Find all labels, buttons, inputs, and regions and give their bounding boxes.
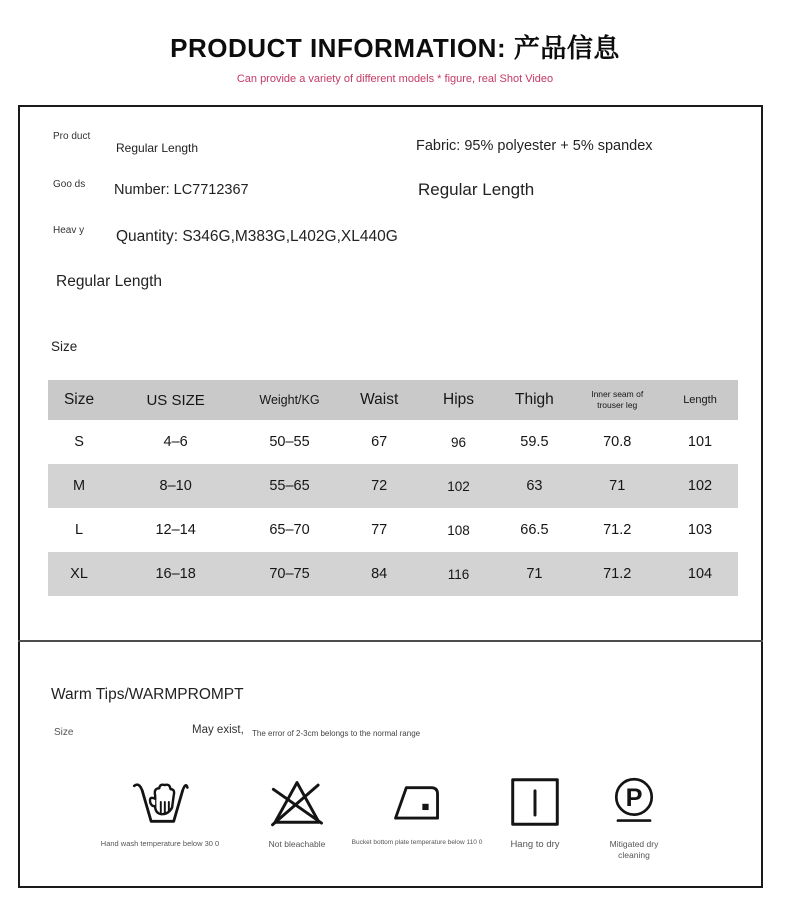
table-row-m xyxy=(48,464,738,508)
product-row-value: Regular Length xyxy=(116,141,199,155)
cell: 16–18 xyxy=(155,566,196,582)
warm-tips-size-label: Size xyxy=(54,727,74,738)
fabric-text: Fabric: 95% polyester + 5% spandex xyxy=(416,138,653,154)
dry-clean-letter: P xyxy=(625,784,643,813)
length-note: Regular Length xyxy=(56,273,162,290)
cell: 102 xyxy=(447,478,470,494)
care-caption: Hand wash temperature below 30 0 xyxy=(100,839,220,848)
size-table xyxy=(48,380,738,596)
cell: 50–55 xyxy=(269,434,310,450)
col-header-thigh: Thigh xyxy=(515,391,554,408)
table-row-xl xyxy=(48,552,738,596)
goods-row-label: Goo ds xyxy=(53,179,86,190)
page-title: PRODUCT INFORMATION: 产品信息 xyxy=(170,33,620,63)
cell: 70.8 xyxy=(603,434,632,450)
cell: 77 xyxy=(371,522,388,538)
cell: S xyxy=(74,434,84,450)
section-divider xyxy=(18,640,763,642)
cell: 84 xyxy=(371,566,388,582)
iron-icon xyxy=(392,779,442,825)
no-bleach-icon xyxy=(270,774,324,830)
size-table-header-row xyxy=(48,380,738,420)
cell: 71 xyxy=(609,478,626,494)
product-info-panel xyxy=(18,105,763,888)
cell: 55–65 xyxy=(269,478,310,494)
col-header-length: Length xyxy=(683,394,717,406)
care-item-dry-clean xyxy=(554,767,714,862)
care-item-hand-wash xyxy=(80,767,240,849)
cell: 63 xyxy=(526,478,543,494)
col-header-waist: Waist xyxy=(360,391,399,408)
hand-wash-icon xyxy=(131,773,189,831)
product-row-label: Pro duct xyxy=(53,131,91,142)
cell: L xyxy=(75,522,84,538)
col-header-us-size: US SIZE xyxy=(146,391,205,409)
warm-tips-note-detail: The error of 2-3cm belongs to the normal range xyxy=(252,729,421,738)
cell: 12–14 xyxy=(155,522,196,538)
cell: 59.5 xyxy=(520,434,549,450)
cell: 96 xyxy=(451,434,467,450)
table-row-l xyxy=(48,508,738,552)
weight-row-value: Quantity: S346G,M383G,L402G,XL440G xyxy=(116,228,398,245)
col-header-size: Size xyxy=(63,391,95,408)
warm-tips-title: Warm Tips/WARMPROMPT xyxy=(51,686,244,703)
cell: 71.2 xyxy=(603,566,632,582)
care-caption: Hang to dry xyxy=(510,839,560,850)
cell: 72 xyxy=(371,478,388,494)
cell: 71.2 xyxy=(603,522,632,538)
dry-clean-icon xyxy=(607,771,661,833)
warm-tips-note: May exist, xyxy=(192,724,244,736)
cell: 102 xyxy=(687,478,713,494)
cell: 65–70 xyxy=(269,522,310,538)
care-caption: Not bleachable xyxy=(268,839,326,849)
fit-text: Regular Length xyxy=(418,180,535,199)
cell: 70–75 xyxy=(269,566,310,582)
table-row-s xyxy=(48,420,738,464)
cell: 108 xyxy=(447,522,470,538)
cell: 103 xyxy=(687,522,713,538)
size-section-label: Size xyxy=(51,339,78,354)
col-header-inner-seam: Inner seam of trouser leg xyxy=(591,389,644,410)
care-caption: Mitigated dry cleaning xyxy=(609,839,659,861)
cell: 101 xyxy=(687,434,713,450)
goods-row-value: Number: LC7712367 xyxy=(114,182,249,198)
cell: 116 xyxy=(447,566,470,582)
cell: 4–6 xyxy=(163,434,188,450)
cell: 71 xyxy=(526,566,543,582)
cell: 8–10 xyxy=(159,478,192,494)
care-caption: Bucket bottom plate temperature below 110 0 xyxy=(351,839,483,846)
cell: M xyxy=(73,478,86,494)
weight-row-label: Heav y xyxy=(53,225,85,236)
cell: 67 xyxy=(371,434,388,450)
cell: 104 xyxy=(687,566,713,582)
cell: XL xyxy=(70,566,88,582)
col-header-hips: Hips xyxy=(443,391,475,408)
page-subtitle: Can provide a variety of different models * figure, real Shot Video xyxy=(236,73,554,85)
col-header-weight: Weight/KG xyxy=(259,393,320,407)
cell: 66.5 xyxy=(520,522,549,538)
